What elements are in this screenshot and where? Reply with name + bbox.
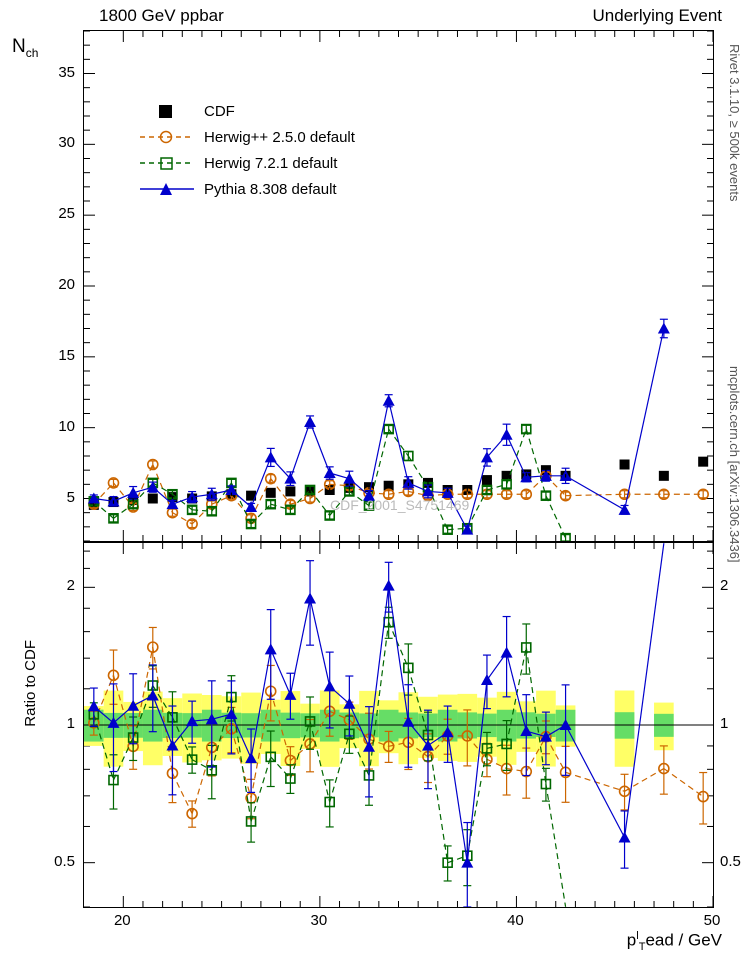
dataset-watermark: CDF_2001_S4751469 bbox=[330, 497, 470, 513]
x-tick-40: 40 bbox=[507, 912, 524, 929]
x-tick-30: 30 bbox=[310, 912, 328, 929]
y-axis-label-ratio: Ratio to CDF bbox=[22, 640, 39, 727]
y-tick-ratio-1: 1 bbox=[66, 715, 75, 732]
y-tick-main-5: 5 bbox=[66, 488, 75, 506]
x-axis-label bbox=[627, 930, 722, 953]
y-axis-label-main-sub: ch bbox=[25, 45, 39, 60]
y-axis-label-main-text: N bbox=[12, 36, 26, 57]
y-tick-main-25: 25 bbox=[58, 205, 75, 223]
x-axis-label-rest: ead / GeV bbox=[645, 930, 722, 950]
x-axis-label-sup: l bbox=[636, 930, 639, 942]
ratio-plot-canvas bbox=[84, 543, 713, 907]
y-tick-ratio-right-2: 2 bbox=[720, 577, 729, 595]
y-tick-main-35: 35 bbox=[58, 63, 75, 81]
y-tick-main-10: 10 bbox=[58, 417, 75, 435]
legend-item bbox=[140, 98, 355, 124]
legend-marker-herwig7 bbox=[140, 154, 194, 172]
y-tick-ratio-0.5: 0.5 bbox=[54, 852, 75, 870]
x-axis-label-p: p bbox=[626, 930, 637, 950]
y-tick-main-20: 20 bbox=[58, 276, 75, 293]
x-tick-50: 50 bbox=[703, 912, 721, 929]
legend-label: Pythia 8.308 default bbox=[204, 180, 337, 198]
legend bbox=[140, 98, 355, 202]
x-tick-20: 20 bbox=[113, 912, 131, 929]
legend-item bbox=[140, 150, 355, 176]
legend-marker-pythia bbox=[140, 180, 194, 198]
rivet-credit: Rivet 3.1.10, ≥ 500k events bbox=[727, 44, 742, 202]
y-tick-main-15: 15 bbox=[58, 346, 75, 364]
mcplots-credit: mcplots.cern.ch [arXiv:1306.3436] bbox=[727, 366, 742, 563]
x-axis-label-sub: T bbox=[638, 941, 646, 954]
header-right: Underlying Event bbox=[592, 6, 722, 25]
legend-label: CDF bbox=[204, 102, 235, 120]
y-tick-ratio-right-1: 1 bbox=[720, 715, 729, 732]
legend-item bbox=[140, 176, 355, 202]
y-tick-main-30: 30 bbox=[58, 134, 75, 152]
legend-label: Herwig++ 2.5.0 default bbox=[204, 128, 355, 146]
legend-marker-herwigpp bbox=[140, 128, 194, 146]
y-tick-ratio-right-0.5: 0.5 bbox=[720, 852, 741, 870]
ratio-plot-panel bbox=[83, 542, 714, 908]
legend-marker-cdf bbox=[140, 102, 194, 120]
legend-item bbox=[140, 124, 355, 150]
y-axis-label-main bbox=[12, 36, 38, 60]
legend-label: Herwig 7.2.1 default bbox=[204, 154, 338, 172]
header-left: 1800 GeV ppbar bbox=[99, 6, 224, 25]
y-tick-ratio-2: 2 bbox=[66, 577, 75, 595]
